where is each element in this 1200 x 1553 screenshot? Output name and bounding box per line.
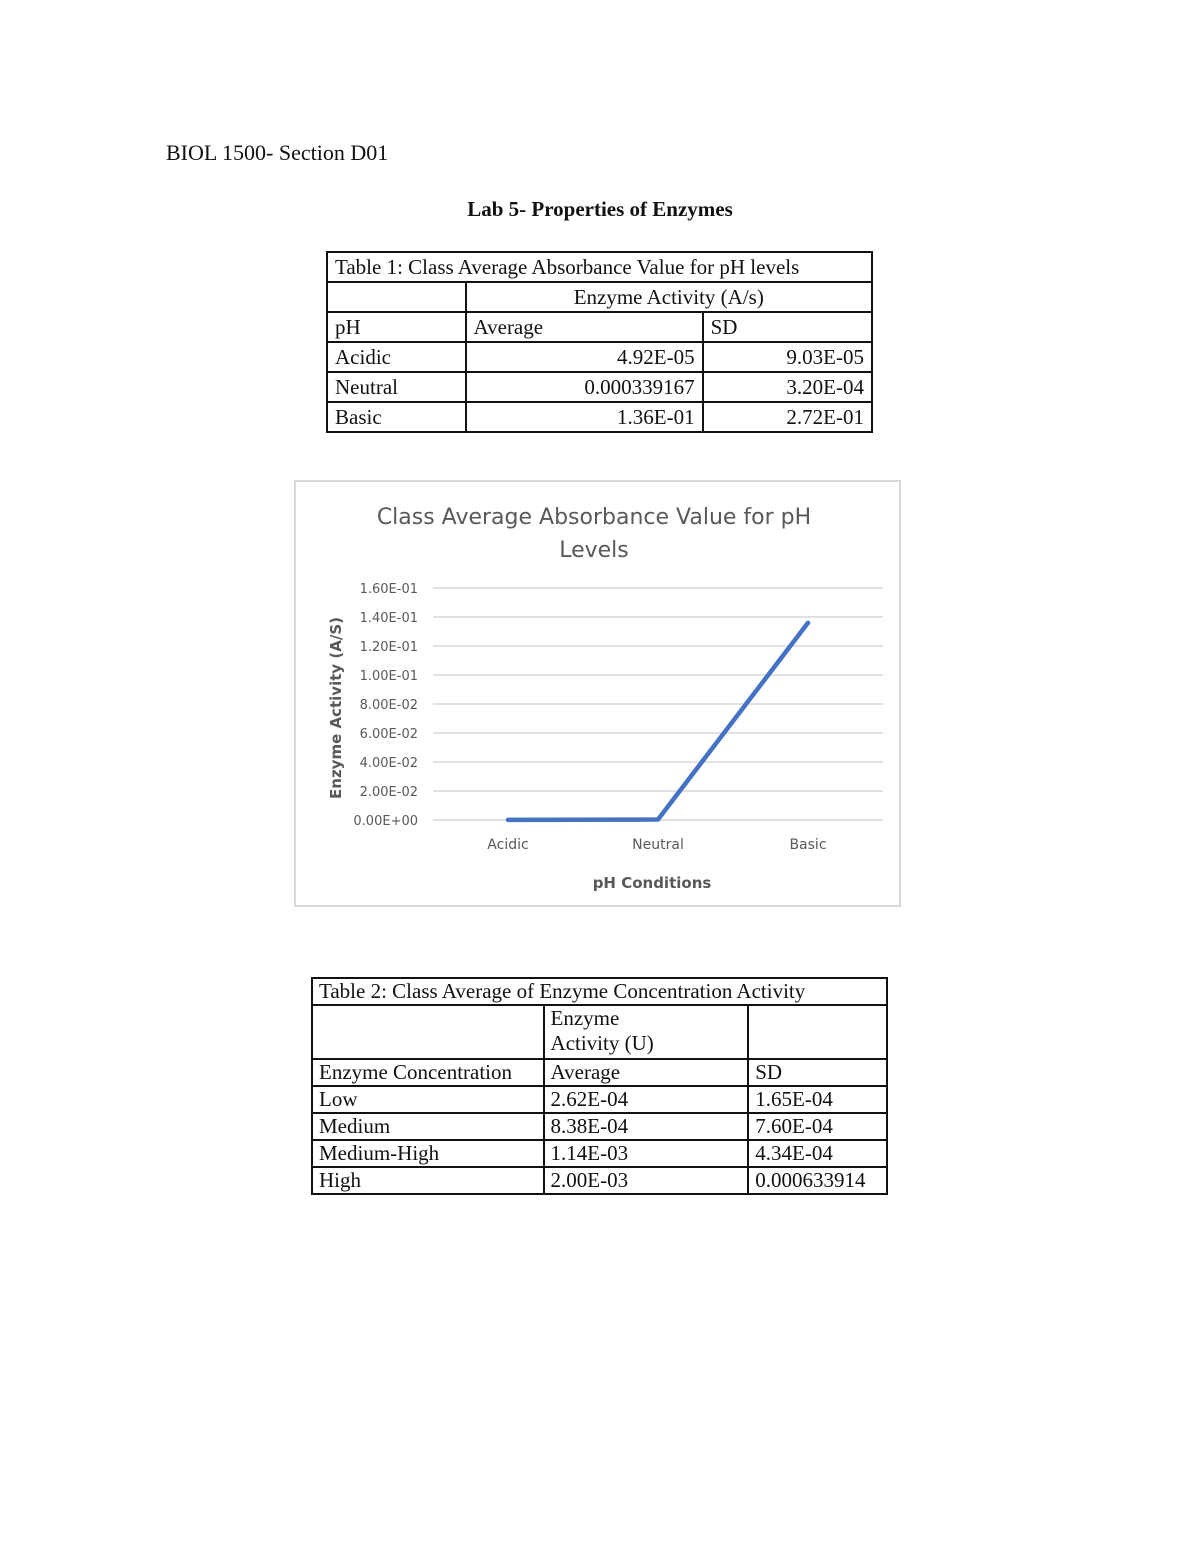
average-cell: 8.38E-04 bbox=[544, 1113, 749, 1140]
x-axis-ticks bbox=[487, 837, 826, 853]
row-label: Neutral bbox=[327, 372, 466, 402]
chart-title-line2: Levels bbox=[559, 538, 629, 563]
ph-line-chart bbox=[294, 480, 901, 907]
y-tick-label: 6.00E-02 bbox=[359, 727, 418, 742]
average-cell: 2.00E-03 bbox=[544, 1167, 749, 1194]
x-axis-label: pH Conditions bbox=[592, 874, 712, 892]
lab-title: Lab 5- Properties of Enzymes bbox=[467, 197, 733, 221]
row-label: Acidic bbox=[327, 342, 466, 372]
x-tick-label: Neutral bbox=[632, 837, 684, 853]
table-caption-row bbox=[327, 252, 872, 282]
sd-cell: 1.65E-04 bbox=[748, 1086, 887, 1113]
empty-cell bbox=[327, 282, 466, 312]
empty-cell bbox=[312, 1005, 544, 1059]
sd-cell: 2.72E-01 bbox=[703, 402, 872, 432]
y-tick-label: 1.20E-01 bbox=[359, 640, 418, 655]
average-cell: 4.92E-05 bbox=[466, 342, 703, 372]
table-group-header-row bbox=[327, 282, 872, 312]
sd-cell: 4.34E-04 bbox=[748, 1140, 887, 1167]
sd-cell: 0.000633914 bbox=[748, 1167, 887, 1194]
column-header: Enzyme Concentration bbox=[312, 1059, 544, 1086]
y-tick-label: 8.00E-02 bbox=[359, 698, 418, 713]
table-caption: Table 2: Class Average of Enzyme Concentration Activity bbox=[312, 978, 887, 1005]
table-row bbox=[312, 1113, 887, 1140]
column-header: Average bbox=[544, 1059, 749, 1086]
chart-title-line1: Class Average Absorbance Value for pH bbox=[376, 505, 812, 530]
y-tick-label: 1.00E-01 bbox=[359, 669, 418, 684]
row-label: Basic bbox=[327, 402, 466, 432]
column-header: pH bbox=[327, 312, 466, 342]
table-caption-row bbox=[312, 978, 887, 1005]
table-row bbox=[312, 1086, 887, 1113]
average-cell: 1.14E-03 bbox=[544, 1140, 749, 1167]
sd-cell: 3.20E-04 bbox=[703, 372, 872, 402]
average-cell: 0.000339167 bbox=[466, 372, 703, 402]
row-label: Medium bbox=[312, 1113, 544, 1140]
ph-absorbance-table bbox=[326, 251, 873, 433]
column-header: SD bbox=[748, 1059, 887, 1086]
y-axis-ticks bbox=[353, 582, 418, 829]
average-cell: 2.62E-04 bbox=[544, 1086, 749, 1113]
x-tick-label: Acidic bbox=[487, 837, 529, 853]
average-cell: 1.36E-01 bbox=[466, 402, 703, 432]
gridlines bbox=[433, 588, 883, 820]
empty-cell bbox=[748, 1005, 887, 1059]
table-header-row bbox=[312, 1059, 887, 1086]
table-row bbox=[312, 1140, 887, 1167]
row-label: High bbox=[312, 1167, 544, 1194]
y-tick-label: 1.40E-01 bbox=[359, 611, 418, 626]
table-row bbox=[327, 402, 872, 432]
y-axis-label: Enzyme Activity (A/S) bbox=[327, 617, 345, 799]
table-caption: Table 1: Class Average Absorbance Value for pH levels bbox=[327, 252, 872, 282]
table-row bbox=[327, 372, 872, 402]
group-header: Enzyme Activity (A/s) bbox=[466, 282, 872, 312]
row-label: Low bbox=[312, 1086, 544, 1113]
sd-cell: 9.03E-05 bbox=[703, 342, 872, 372]
y-tick-label: 2.00E-02 bbox=[359, 785, 418, 800]
table-group-header-row bbox=[312, 1005, 887, 1059]
table-row bbox=[312, 1167, 887, 1194]
table-row bbox=[327, 342, 872, 372]
y-tick-label: 4.00E-02 bbox=[359, 756, 418, 771]
y-tick-label: 0.00E+00 bbox=[353, 814, 418, 829]
enzyme-concentration-table bbox=[311, 977, 888, 1195]
row-label: Medium-High bbox=[312, 1140, 544, 1167]
chart-canvas bbox=[296, 482, 903, 909]
group-header: Enzyme Activity (U) bbox=[544, 1005, 749, 1059]
y-tick-label: 1.60E-01 bbox=[359, 582, 418, 597]
column-header: Average bbox=[466, 312, 703, 342]
x-tick-label: Basic bbox=[789, 837, 827, 853]
table-header-row bbox=[327, 312, 872, 342]
sd-cell: 7.60E-04 bbox=[748, 1113, 887, 1140]
column-header: SD bbox=[703, 312, 872, 342]
course-heading: BIOL 1500- Section D01 bbox=[166, 140, 389, 165]
